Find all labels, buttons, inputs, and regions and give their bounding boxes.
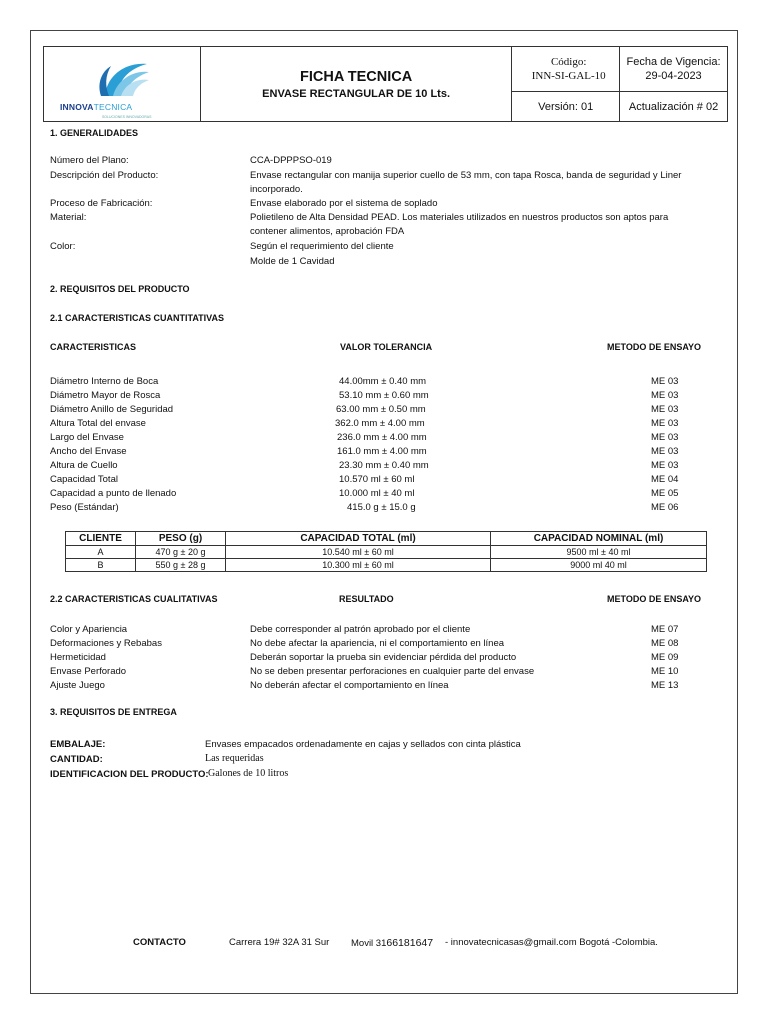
product-id-label: IDENTIFICACION DEL PRODUCTO: [50,769,209,780]
qual-method: ME 08 [651,638,679,649]
col-method: METODO DE ENSAYO [607,342,702,352]
version-cell: Versión: 01 [512,92,620,122]
color-label: Color: [50,241,76,252]
qual-result: No debe afectar la apariencia, ni el comportamiento en línea [250,638,505,649]
contact-address: Carrera 19# 32A 31 Sur [229,937,330,948]
contact-email-city: - innovatecnicasas@gmail.com Bogotá -Colombia. [445,937,658,948]
quant-name: Peso (Estándar) [50,502,119,513]
quant-name: Diámetro Anillo de Seguridad [50,404,174,415]
quant-value: 236.0 mm ± 4.00 mm [337,432,427,443]
quant-name: Altura de Cuello [50,460,118,471]
quantity-value: Las requeridas [205,753,264,764]
color-value: Según el requerimiento del cliente [250,241,394,252]
logo-cell [44,47,201,122]
col-tolerance: VALOR TOLERANCIA [340,342,433,352]
quant-method: ME 06 [651,502,679,513]
qual-result: No se deben presentar perforaciones en cualquier parte del envase [250,666,535,677]
mold-value: Molde de 1 Cavidad [250,256,335,267]
quant-method: ME 03 [651,432,679,443]
product-id-value: Galones de 10 litros [208,768,289,779]
quant-value: 10.570 ml ± 60 ml [339,474,415,485]
company-logo [57,54,187,119]
qual-method: ME 10 [651,666,679,677]
code-label: Código: [550,56,587,68]
qual-result: No deberán afectar el comportamiento en línea [250,680,449,691]
qual-result: Debe corresponder al patrón aprobado por el cliente [250,624,471,635]
quant-method: ME 03 [651,404,679,415]
title-cell [200,47,511,122]
table-row [66,559,707,572]
quant-method: ME 03 [651,418,679,429]
quant-value: 63.00 mm ± 0.50 mm [336,404,426,415]
table-cell: 9000 ml 40 ml [491,559,707,572]
process-label: Proceso de Fabricación: [50,198,153,209]
description-line-2: incorporado. [250,184,303,195]
quant-value: 44.00mm ± 0.40 mm [339,376,427,387]
phone-label: Movil 31 [351,938,387,949]
packaging-value: Envases empacados ordenadamente en cajas y sellados con cinta plástica [205,739,521,750]
code-cell [512,47,620,92]
qual-name: Hermeticidad [50,652,106,663]
document-title: FICHA TECNICA [299,68,413,85]
logo-tagline: SOLUCIONES INNOVADORAS [101,115,152,119]
quant-value: 161.0 mm ± 4.00 mm [337,446,427,457]
logo-swirl-icon [57,54,187,102]
qual-name: Color y Apariencia [50,624,128,635]
table-cell: 10.300 ml ± 60 ml [226,559,491,572]
description-label: Descripción del Producto: [50,170,159,181]
quant-name: Ancho del Envase [50,446,127,457]
validity-cell [620,47,728,92]
validity-date: 29-04-2023 [645,70,702,82]
phone-number: 66181647 [386,937,434,949]
table-cell: A [66,546,136,559]
document-page [30,30,738,994]
qual-name: Envase Perforado [50,666,127,677]
section-general-heading: 1. GENERALIDADES [50,128,139,138]
contact-phone [351,937,433,949]
code-value: INN-SI-GAL-10 [531,70,606,82]
quant-method: ME 03 [651,446,679,457]
weight-col-header: PESO (g) [136,532,226,546]
quant-value: 10.000 ml ± 40 ml [339,488,415,499]
table-cell: 550 g ± 28 g [136,559,226,572]
quant-name: Diámetro Interno de Boca [50,376,159,387]
quant-value: 362.0 mm ± 4.00 mm [335,418,425,429]
material-line-2: contener alimentos, aprobación FDA [250,226,405,237]
section-requirements-heading: 2. REQUISITOS DEL PRODUCTO [50,284,190,294]
packaging-label: EMBALAJE: [50,739,106,750]
quant-name: Altura Total del envase [50,418,146,429]
quantitative-heading: 2.1 CARACTERISTICAS CUANTITATIVAS [50,313,225,323]
client-table [65,531,707,572]
qual-result: Deberán soportar la prueba sin evidenciar pérdida del producto [250,652,517,663]
nominal-capacity-col-header: CAPACIDAD NOMINAL (ml) [491,532,707,546]
qual-method: ME 07 [651,624,679,635]
quant-method: ME 05 [651,488,679,499]
quant-method: ME 03 [651,390,679,401]
col-result: RESULTADO [339,594,394,604]
document-subtitle: ENVASE RECTANGULAR DE 10 Lts. [262,87,451,100]
qual-method: ME 13 [651,680,679,691]
qualitative-heading: 2.2 CARACTERISTICAS CUALITATIVAS [50,594,218,604]
quant-name: Diámetro Mayor de Rosca [50,390,161,401]
quantity-label: CANTIDAD: [50,754,103,765]
plan-label: Número del Plano: [50,155,129,166]
total-capacity-col-header: CAPACIDAD TOTAL (ml) [226,532,491,546]
section-delivery-heading: 3. REQUISITOS DE ENTREGA [50,707,177,717]
table-cell: B [66,559,136,572]
description-line-1: Envase rectangular con manija superior cuello de 53 mm, con tapa Rosca, banda de seguridad y Liner [250,170,682,181]
table-cell: 470 g ± 20 g [136,546,226,559]
quant-name: Capacidad Total [50,474,118,485]
quant-name: Largo del Envase [50,432,124,443]
process-value: Envase elaborado por el sistema de soplado [250,198,438,209]
quant-method: ME 04 [651,474,679,485]
quant-method: ME 03 [651,460,679,471]
table-cell: 10.540 ml ± 60 ml [226,546,491,559]
table-cell: 9500 ml ± 40 ml [491,546,707,559]
logo-wordmark: INNOVATECNICA [59,102,133,112]
validity-label: Fecha de Vigencia: [626,56,721,68]
contact-label: CONTACTO [133,937,186,948]
col-characteristics: CARACTERISTICAS [50,342,137,352]
quant-value: 415.0 g ± 15.0 g [347,502,416,513]
material-line-1: Polietileno de Alta Densidad PEAD. Los materiales utilizados en nuestros productos son aptos para [250,212,669,223]
qual-method: ME 09 [651,652,679,663]
col-method-qualitative: METODO DE ENSAYO [607,594,702,604]
plan-value: CCA-DPPPSO-019 [250,155,332,166]
client-col-header: CLIENTE [66,532,136,546]
material-label: Material: [50,212,87,223]
qual-name: Deformaciones y Rebabas [50,638,162,649]
table-row [66,546,707,559]
quant-method: ME 03 [651,376,679,387]
update-cell: Actualización # 02 [620,92,728,122]
header-table [43,46,728,122]
qual-name: Ajuste Juego [50,680,105,691]
quant-value: 53.10 mm ± 0.60 mm [339,390,429,401]
quant-value: 23.30 mm ± 0.40 mm [339,460,429,471]
quant-name: Capacidad a punto de llenado [50,488,177,499]
